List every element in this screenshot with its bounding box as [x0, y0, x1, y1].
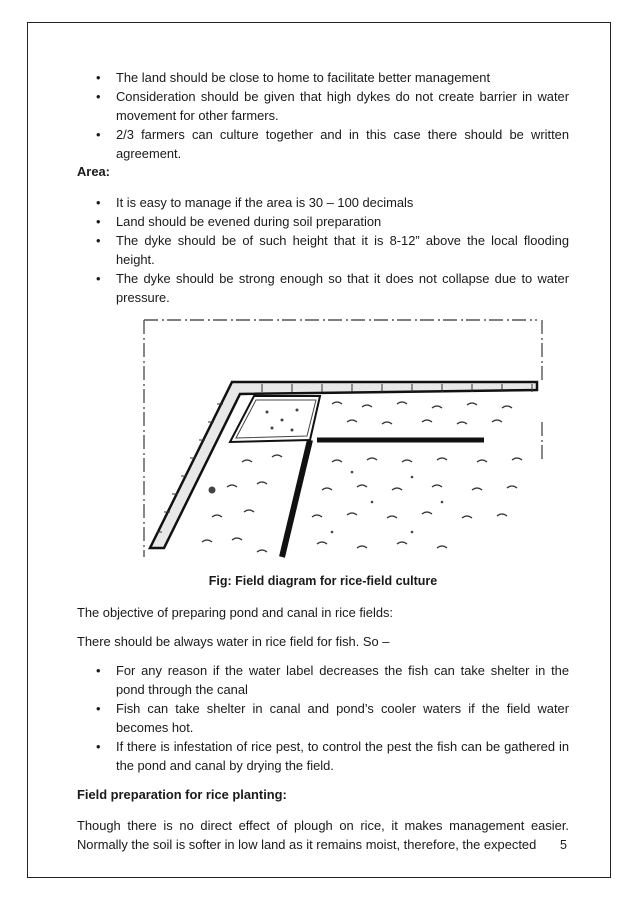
area-heading: Area: [77, 164, 110, 179]
list-item: • The dyke should be strong enough so that it does not collapse due to water pressure. [77, 269, 569, 307]
list-item: • Consideration should be given that high dykes do not create barrier in water movement for other farmers. [77, 87, 569, 125]
list-item: • 2/3 farmers can culture together and in this case there should be written agreement. [77, 125, 569, 163]
field-prep-paragraph: Though there is no direct effect of plough on rice, it makes management easier. Normally the soil is softer in low land as it remains moist, therefore, the expected [77, 818, 569, 852]
list-item: • If there is infestation of rice pest, to control the pest the fish can be gathered in the pond and canal by drying the field. [77, 737, 569, 775]
list-item: • It is easy to manage if the area is 30 – 100 decimals [77, 193, 569, 212]
intro-section [77, 68, 569, 163]
list-item: • The dyke should be of such height that it is 8-12” above the local flooding height. [77, 231, 569, 269]
area-bullet-list [77, 193, 569, 307]
objective-section [77, 603, 569, 854]
field-prep-heading: Field preparation for rice planting: [77, 787, 287, 802]
page-number: 5 [560, 838, 567, 852]
area-section [77, 162, 569, 307]
field-diagram-drawing [132, 312, 552, 570]
list-item: • Fish can take shelter in canal and pond’s cooler waters if the field water becomes hot. [77, 699, 569, 737]
rice-field-diagram [132, 312, 552, 570]
objective-bullet-list [77, 661, 569, 775]
list-item: • The land should be close to home to facilitate better management [77, 68, 569, 87]
list-item: • Land should be evened during soil preparation [77, 212, 569, 231]
list-item: • For any reason if the water label decreases the fish can take shelter in the pond through the canal [77, 661, 569, 699]
objective-intro: The objective of preparing pond and canal in rice fields: [77, 605, 394, 620]
figure-caption: Fig: Field diagram for rice-field culture [208, 574, 438, 588]
objective-lead: There should be always water in rice field for fish. So – [77, 634, 390, 649]
intro-bullet-list [77, 68, 569, 163]
